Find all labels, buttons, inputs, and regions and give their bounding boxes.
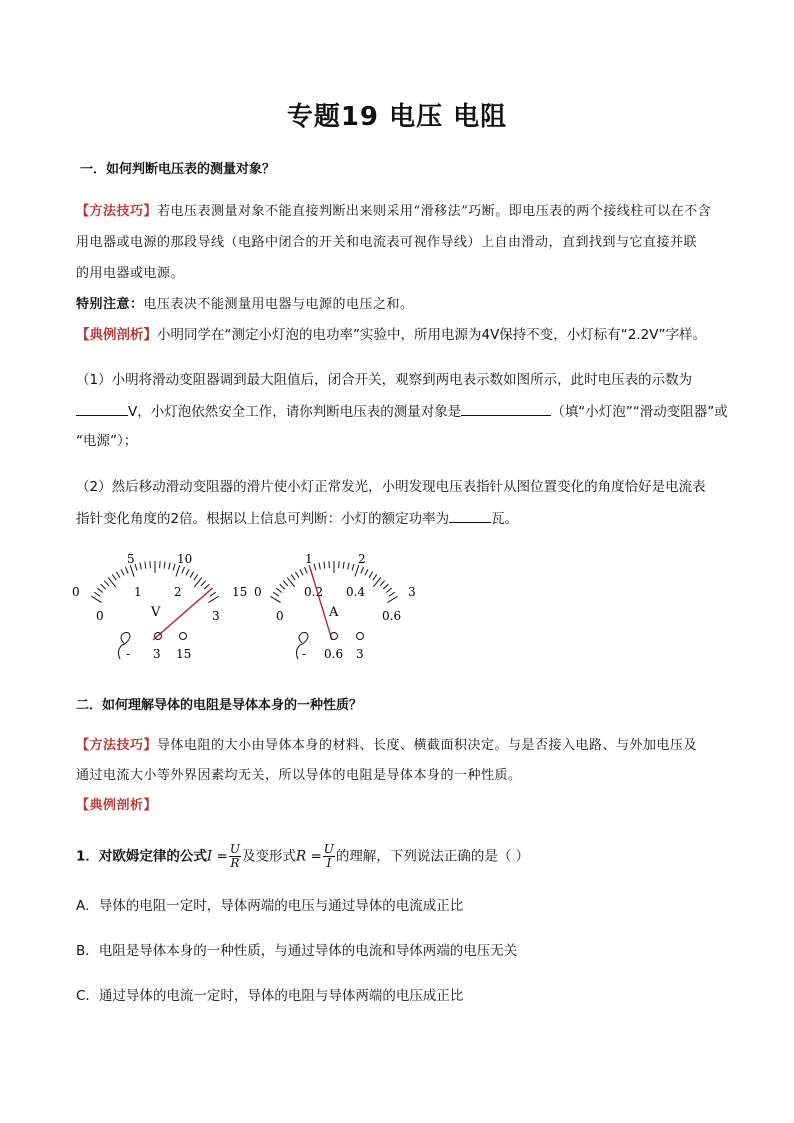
scale-tick — [355, 565, 359, 576]
voltmeter-bottom-label: 3 — [212, 609, 220, 623]
scale-tick — [270, 596, 280, 602]
scale-tick — [150, 561, 151, 568]
scale-tick — [94, 592, 100, 596]
voltmeter-unit: V — [151, 605, 161, 620]
section1-heading: 一．如何判断电压表的测量对象？ — [80, 162, 276, 177]
q2-text-b: 瓦。 — [491, 511, 519, 527]
scale-tick — [389, 592, 395, 596]
scale-tick — [314, 564, 316, 571]
question-mid: 及变形式 — [241, 848, 296, 865]
scale-tick — [280, 584, 285, 589]
method-tag: 【方法技巧】 — [76, 204, 158, 219]
ammeter-terminal-label: 0.6 — [324, 647, 344, 661]
ammeter-terminal-label: 3 — [356, 647, 364, 661]
formula1-numerator: U — [229, 842, 240, 856]
voltmeter-bottom-label: 1 — [134, 585, 142, 599]
ammeter-bottom-label: 0.6 — [382, 609, 402, 623]
scale-tick — [190, 572, 194, 578]
ammeter-top-label: 3 — [408, 585, 416, 599]
scale-tick — [324, 562, 325, 569]
ammeter-terminal-label: - — [302, 647, 307, 661]
option-a[interactable]: A．导体的电阻一定时，导体两端的电压与通过导体的电流成正比 — [76, 898, 464, 914]
section1-note — [76, 295, 414, 315]
option-b[interactable]: B．电阻是导体本身的一种性质，与通过导体的电流和导体两端的电压无关 — [76, 943, 518, 959]
scale-tick — [140, 563, 141, 570]
meters-figure — [66, 548, 426, 668]
terminal-0-6 — [331, 633, 338, 640]
scale-tick — [194, 577, 202, 586]
scale-tick — [194, 574, 198, 580]
voltmeter-terminals — [118, 633, 191, 662]
answer-blank-voltage[interactable] — [76, 401, 128, 416]
method-text: 导体电阻的大小由导体本身的材料、长度、横截面积决定。与是否接入电路、与外加电压及 — [157, 738, 698, 753]
scale-tick — [319, 563, 320, 570]
scale-tick — [365, 569, 368, 575]
section2-heading: 二．如何理解导体的电阻是导体本身的一种性质？ — [76, 698, 363, 713]
scale-tick — [283, 581, 288, 586]
voltmeter-terminal-label: 15 — [176, 647, 192, 661]
section2-method-line2: 通过电流大小等外界因素均无关，所以导体的电阻是导体本身的一种性质。 — [76, 768, 522, 783]
option-c[interactable]: C．通过导体的电流一定时，导体的电阻与导体两端的电压成正比 — [76, 988, 464, 1004]
scale-tick — [343, 562, 344, 569]
ammeter-bottom-label: 0 — [276, 609, 284, 623]
q1-line3: “电源”）； — [76, 433, 138, 449]
ammeter-terminals — [296, 633, 363, 662]
example-tag: 【典例剖析】 — [76, 327, 157, 343]
question-1: 1．对欧姆定律的公式I = $\frac{U}{R}$ 及变形式R = $\frac{U}{I}$ 的理解，下列说法正确的是（ ） — [76, 842, 530, 870]
section1-method-line3: 的用电器或电源。 — [76, 266, 185, 281]
scale-tick — [186, 569, 189, 575]
ammeter-bottom-label: 0.4 — [346, 585, 366, 599]
section2-example-tag — [76, 796, 157, 816]
note-label: 特别注意： — [76, 297, 144, 312]
example-text: 小明同学在“测定小灯泡的电功率”实验中，所用电源为4V保持不变，小灯标有“2.2V”字样。 — [157, 327, 707, 343]
example-tag: 【典例剖析】 — [76, 798, 158, 813]
q2-line1: （2）然后移动滑动变阻器的滑片使小灯正常发光，小明发现电压表指针从图位置变化的角度恰好是电流表 — [76, 479, 706, 495]
scale-tick — [276, 588, 281, 592]
scale-tick — [145, 562, 146, 569]
voltmeter-top-label: 0 — [72, 585, 80, 599]
voltmeter-bottom-label: 2 — [174, 585, 182, 599]
scale-tick — [210, 592, 216, 596]
scale-tick — [273, 592, 279, 596]
scale-tick — [116, 572, 120, 578]
method-tag: 【方法技巧】 — [76, 738, 158, 753]
formula2-lhs: R — [295, 848, 307, 865]
scale-tick — [348, 563, 349, 570]
scale-tick — [380, 581, 385, 586]
scale-tick — [182, 567, 185, 573]
scale-tick — [369, 572, 373, 578]
scale-tick — [201, 581, 206, 586]
question-prefix: 1．对欧姆定律的公式 — [76, 848, 207, 865]
scale-tick — [204, 584, 209, 589]
scale-tick — [373, 577, 381, 586]
scale-tick — [173, 564, 175, 571]
scale-tick — [135, 564, 137, 571]
voltmeter-top-label: 10 — [177, 552, 193, 566]
scale-tick — [126, 567, 129, 573]
scale-tick — [108, 577, 116, 586]
scale-tick — [291, 574, 295, 580]
method-text: 若电压表测量对象不能直接判断出来则采用“滑移法”巧断。即电压表的两个接线柱可以在不含 — [157, 204, 712, 219]
voltmeter-top-label: 5 — [127, 552, 135, 566]
scale-tick — [300, 569, 303, 575]
scale-tick — [361, 567, 364, 573]
answer-blank-power[interactable] — [449, 508, 491, 523]
scale-tick — [287, 577, 295, 586]
terminal-3a — [357, 633, 364, 640]
scale-tick — [176, 565, 180, 576]
voltmeter-top-label: 15 — [232, 585, 248, 599]
voltmeter-terminal-label: - — [126, 647, 131, 661]
formula1-fraction — [229, 843, 241, 870]
question-suffix: 的理解，下列说法正确的是（ ） — [335, 848, 530, 865]
scale-tick — [339, 561, 340, 568]
scale-tick — [97, 588, 102, 592]
scale-tick — [387, 596, 397, 602]
q2-line2 — [76, 508, 518, 529]
scale-tick — [383, 584, 388, 589]
scale-tick — [91, 596, 101, 602]
scale-tick — [329, 561, 330, 568]
formula2-fraction — [323, 843, 335, 870]
section1-example — [76, 325, 706, 345]
q1-line2 — [76, 401, 728, 422]
q1-text-b: （填“小灯泡”“滑动变阻器”或 — [551, 404, 728, 420]
note-text: 电压表决不能测量用电器与电源的电压之和。 — [143, 297, 414, 312]
answer-blank-object[interactable] — [461, 401, 551, 416]
section1-method-line2: 用电器或电源的那段导线（电路中闭合的开关和电流表可视作导线）上自由滑动，直到找到与它直接并联 — [76, 235, 698, 250]
scale-tick — [305, 567, 308, 573]
scale-tick — [295, 572, 299, 578]
ammeter-top-label: 0 — [254, 585, 262, 599]
scale-tick — [164, 562, 165, 569]
ammeter-top-label: 2 — [358, 552, 366, 566]
section1-method-line1 — [76, 202, 711, 222]
scale-tick — [101, 584, 106, 589]
scale-tick — [130, 565, 134, 576]
formula1-denominator: R — [230, 856, 240, 870]
voltmeter-scale — [91, 561, 218, 603]
scale-tick — [169, 563, 170, 570]
ammeter-needle — [310, 567, 332, 640]
scale-tick — [208, 596, 218, 602]
voltmeter — [72, 552, 247, 661]
scale-tick — [352, 564, 354, 571]
q1-line1: （1）小明将滑动变阻器调到最大阻值后，闭合开关，观察到两电表示数如图所示，此时电压表的示数为 — [76, 372, 693, 388]
scale-tick — [386, 588, 391, 592]
ammeter-bottom-label: 0.2 — [304, 585, 324, 599]
q2-text-a: 指针变化角度的2倍。根据以上信息可判断：小灯的额定功率为 — [76, 511, 450, 527]
ammeter — [254, 552, 416, 661]
formula1-lhs: I — [206, 848, 213, 865]
ammeter-scale — [270, 561, 397, 603]
formula2-denominator: I — [326, 856, 332, 870]
page-title: 专题19 电压 电阻 — [286, 102, 508, 132]
terminal-15 — [180, 633, 187, 640]
scale-tick — [104, 581, 109, 586]
scale-tick — [373, 574, 377, 580]
q1-text-a: V，小灯泡依然安全工作，请你判断电压表的测量对象是 — [128, 404, 462, 420]
ammeter-unit: A — [329, 605, 339, 620]
ammeter-top-label: 1 — [305, 552, 313, 566]
voltmeter-bottom-label: 0 — [96, 609, 104, 623]
voltmeter-terminal-label: 3 — [153, 647, 161, 661]
section2-method-line1 — [76, 736, 697, 756]
scale-tick — [160, 561, 161, 568]
formula2-numerator: U — [323, 842, 334, 856]
scale-tick — [112, 574, 116, 580]
scale-tick — [121, 569, 124, 575]
